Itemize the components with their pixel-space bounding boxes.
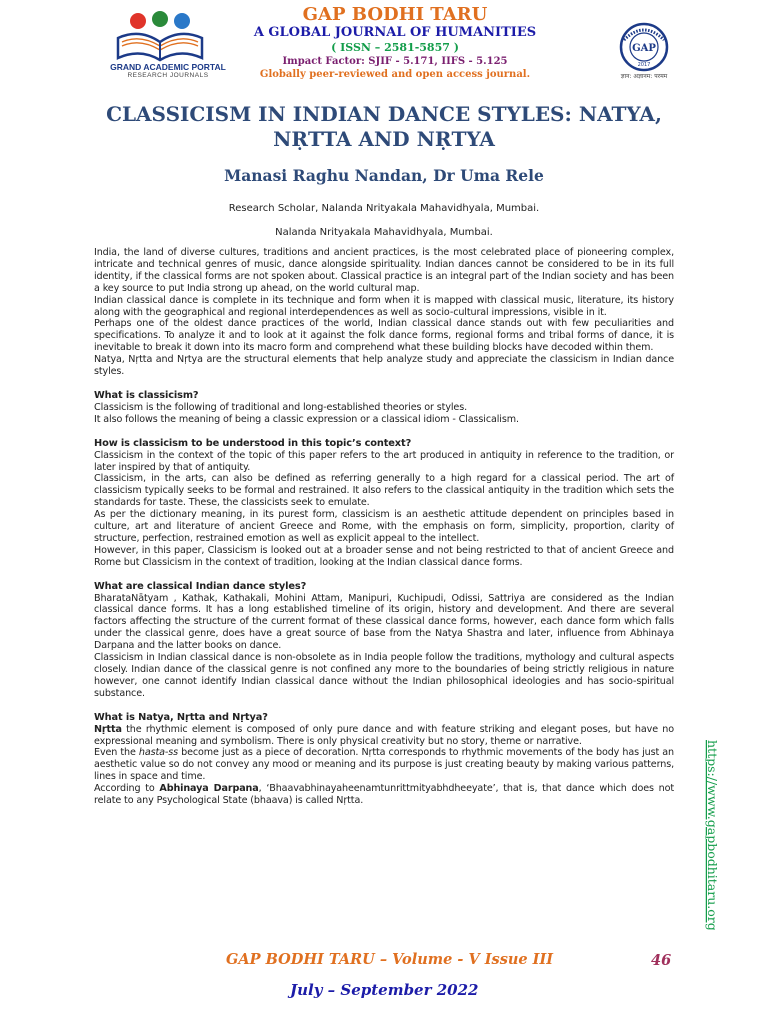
paragraph: Classicism in the context of the topic of this paper refers to the art produced in antiquity in reference to the tradition, or later inspired by that of antiquity. bbox=[94, 449, 674, 473]
seal-year: 2017 bbox=[637, 62, 651, 68]
page-number: 46 bbox=[651, 952, 672, 969]
side-url-text[interactable]: https://www.gapbodhitaru.org/ bbox=[705, 740, 720, 930]
paragraph-text: Even the bbox=[94, 747, 139, 759]
paragraph: However, in this paper, Classicism is looked out at a broader sense and not being restricted to that of ancient Greece and Rome but Classicism in the context of tradition, looking at the Indian classical dance forms. bbox=[94, 544, 674, 568]
footer-journal-volume: GAP BODHI TARU – Volume - V Issue III bbox=[226, 951, 554, 968]
grand-academic-portal-logo bbox=[98, 8, 238, 82]
paragraph: Classicism is the following of traditional and long-established theories or styles. bbox=[94, 401, 468, 413]
side-url-link[interactable] bbox=[694, 740, 730, 930]
term-abhinaya-darpana: Abhinaya Darpana bbox=[159, 783, 259, 795]
journal-subtitle: A GLOBAL JOURNAL OF HUMANITIES bbox=[253, 25, 537, 40]
logo-text-line2: RESEARCH JOURNALS bbox=[127, 72, 209, 79]
section-heading-context: How is classicism to be understood in this topic’s context? bbox=[94, 437, 412, 449]
paragraph: It also follows the meaning of being a classic expression or a classical idiom - Classicalism. bbox=[94, 413, 519, 425]
seal-icon bbox=[604, 22, 684, 72]
paragraph: Natya, Nṛtta and Nṛtya are the structural elements that help analyze study and appreciate the classicism in Indian dance styles. bbox=[94, 354, 674, 378]
paragraph: Classicism in Indian classical dance is non-obsolete as in India people follow the traditions, mythology and cultural aspects closely. Indian dance of the classical genre is not confined any more to the boundaries of being strictly religious in nature however, one cannot identify Indian classical dance without the Indian philosophical ideologies and has socio-spiritual substance. bbox=[94, 652, 674, 699]
term-hasta: hasta-ss bbox=[138, 747, 179, 759]
section-heading-classicism: What is classicism? bbox=[94, 389, 199, 401]
journal-peer-review-note: Globally peer-reviewed and open access journal. bbox=[259, 69, 531, 80]
paragraph: Classicism, in the arts, can also be defined as referring generally to a high regard for a classical period. The art of classicism typically seeks to be formal and restrained. It also refers to the classical antiquity in the tradition which sets the standards for taste. These, the classicists seek to emulate. bbox=[94, 473, 674, 509]
paragraph: As per the dictionary meaning, in its purest form, classicism is an aesthetic attitude dependent on principles based in culture, art and literature of ancient Greece and Rome, with the emphasis on form, simplicity, proportion, clarity of structure, perfection, restrained emotion as well as explicit appeal to the intellect. bbox=[94, 509, 674, 544]
journal-name: GAP BODHI TARU bbox=[302, 4, 488, 25]
term-nrtta: Nṛtta bbox=[94, 723, 122, 735]
paragraph bbox=[94, 783, 674, 807]
gap-seal-logo bbox=[604, 22, 684, 82]
paragraph bbox=[94, 747, 674, 783]
affiliation-1: Research Scholar, Nalanda Nrityakala Mahavidhyala, Mumbai. bbox=[228, 203, 540, 214]
paragraph bbox=[94, 724, 674, 748]
paragraph: Indian classical dance is complete in its technique and form when it is mapped with classical music, literature, its history along with the geographical and regional interdependences as well as socio-cultural impressions, visible in it. bbox=[94, 294, 674, 318]
affiliation-2: Nalanda Nrityakala Mahavidhyala, Mumbai. bbox=[275, 227, 493, 238]
paragraph-text: the rhythmic element is composed of only pure dance and with feature striking and elegant poses, but have no expressional meaning and symbolism. There is only physical creativity but no story, theme or narrative. bbox=[94, 723, 674, 747]
paragraph: India, the land of diverse cultures, traditions and ancient practices, is the most celebrated place of pioneering complex, intricate and technical genres of music, dance alongside spirituality. Indian dances cannot be considered to be in its full identity, if the classical forms are not spoken about. Classical practice is an integral part of the Indian society and has been a key source to put India strong up ahead, on the world cultural map. bbox=[94, 247, 674, 294]
seal-center-text: GAP bbox=[632, 43, 656, 54]
paragraph-text: , ‘Bhaavabhinayaheenamtunrittmityabhdheeyate’, that is, that dance which does not relate to any Psychological State (bhaava) is called Nṛtta. bbox=[94, 783, 674, 807]
paper-title: CLASSICISM IN INDIAN DANCE STYLES: NATYA, NṚTTA AND NṚTYA bbox=[106, 102, 662, 151]
paragraph: Perhaps one of the oldest dance practices of the world, Indian classical dance stands out with few peculiarities and specifications. To analyze it and to look at it against the folk dance forms, regional forms and tribal forms of dance, it is inevitable to break it down into its macro form and comprehend what these building blocks have decoded within them. bbox=[94, 318, 674, 354]
paragraph-text: become just as a piece of decoration. Nṛtta corresponds to rhythmic movements of the body has just an aesthetic value so do not convey any mood or meaning and its purpose is just creating beauty by making various patterns, lines in space and time. bbox=[94, 747, 674, 783]
section-heading-natya: What is Natya, Nṛtta and Nṛtya? bbox=[94, 711, 268, 723]
paragraph: BharataNātyam , Kathak, Kathakali, Mohini Attam, Manipuri, Kuchipudi, Odissi, Sattriya are considered as the Indian classical dance forms. It has a long established timeline of its origin, history and development. And there are several factors affecting the structure of the current format of these classical dance forms, however, each dance form which falls under the classical genre, does have a great source of base from the Natya Shastra and later, influence from Abhinaya Darpana and the latter books on dance. bbox=[94, 592, 674, 652]
logo-text-line1: GRAND ACADEMIC PORTAL bbox=[110, 62, 226, 72]
paper-body bbox=[94, 247, 674, 807]
section-heading-dance-styles: What are classical Indian dance styles? bbox=[94, 580, 307, 592]
journal-issn: ( ISSN – 2581-5857 ) bbox=[331, 41, 459, 54]
journal-impact-factor: Impact Factor: SJIF - 5.171, IIFS - 5.125 bbox=[282, 56, 508, 67]
paper-authors: Manasi Raghu Nandan, Dr Uma Rele bbox=[224, 166, 544, 185]
paragraph-text: According to bbox=[94, 783, 160, 795]
seal-caption: ज्ञान: अज्ञानम: परमम bbox=[620, 73, 668, 80]
footer-date: July – September 2022 bbox=[290, 981, 479, 999]
